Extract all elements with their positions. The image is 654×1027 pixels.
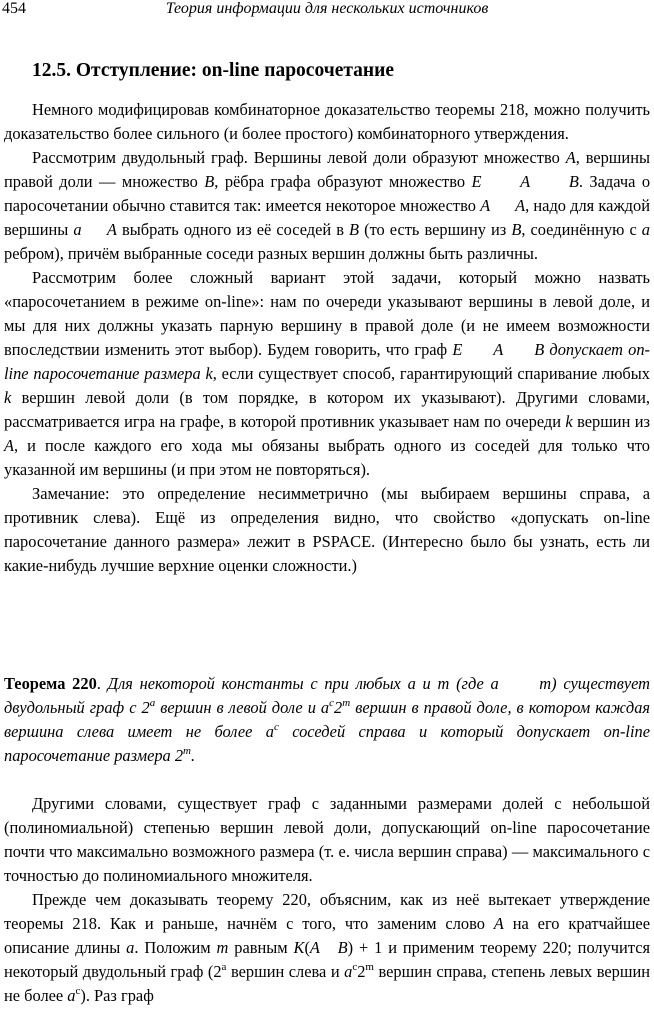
theorem-statement: Теорема 220. Для некоторой константы c при любых a и m (где a m) существует двудольный граф с 2$^a$ вершин в левой доле и $a^c2^m$ вершин в правой доле, в котором каждая вершина слева имеет не более $a^c$ соседей справа и который допускает on-line паросочетание размера 2$^m$.: [4, 674, 651, 765]
paragraph-3: Рассмотрим более сложный вариант этой задачи, который можно назвать «паросочетанием в режиме on-line»: нам по очереди указывают вершины в левой доле, и мы для них должны указать парную вершину в правой доле (и не имеем возможности впоследствии изменить этот выбор). Будем говорить, что граф E A B допускает on-line паросочетание размера k, если существует способ, гарантирующий спаривание любых k вершин левой доли (в том порядке, в котором их указывают). Другими словами, рассматривается игра на графе, в которой противник указывает нам по очереди k вершин из A, и после каждого его хода мы обязаны выбрать одного из соседей для только что указанной им вершины (и при этом не повторяться).: [4, 268, 650, 479]
text-block-after-theorem: [4, 792, 650, 1008]
running-head: [2, 0, 652, 21]
paragraph-1: Немного модифицировав комбинаторное доказательство теоремы 218, можно получить доказательство более сильного (и более простого) комбинаторного утверждения.: [4, 100, 650, 143]
running-title: Теория информации для нескольких источников: [165, 0, 489, 17]
theorem-220: [4, 672, 650, 768]
section-title: 12.5. Отступление: on-line паросочетание: [32, 60, 395, 81]
paragraph-5: Другими словами, существует граф с заданными размерами долей с небольшой (полиномиальной) степенью вершин левой доли, допускающий on-line паросочетание почти что максимально возможного размера (т. е. числа вершин справа) — максимального с точностью до полиномиального множителя.: [4, 794, 650, 885]
text-block-intro: [4, 98, 650, 578]
paragraph-4: Замечание: это определение несимметрично (мы выбираем вершины справа, а противник слева). Ещё из определения видно, что свойство «допускать on-line паросочетание данного размера» лежит в PSPACE. (Интересно было бы узнать, есть ли какие-нибудь лучшие верхние оценки сложности.): [4, 484, 650, 575]
paragraph-6: Прежде чем доказывать теорему 220, объясним, как из неё вытекает утверждение теоремы 218. Как и раньше, начнём с того, что заменим слово A на его кратчайшее описание длины a. Положим m равным K(A B) + 1 и применим теорему 220; получится некоторый двудольный граф (2$^a$ вершин слева и $a^c2^m$ вершин справа, степень левых вершин не более $a^c$). Раз граф: [4, 890, 651, 1005]
page-number: 454: [2, 0, 26, 17]
theorem-label: Теорема 220: [4, 674, 97, 693]
paragraph-2: Рассмотрим двудольный граф. Вершины левой доли образуют множество A, вершины правой доли — множество B, рёбра графа образуют множество E A B. Задача о паросочетании обычно ставится так: имеется некоторое множество A A, надо для каждой вершины a A выбрать одного из её соседей в B (то есть вершину из B, соединённую с a ребром), причём выбранные соседи разных вершин должны быть различны.: [4, 148, 651, 263]
